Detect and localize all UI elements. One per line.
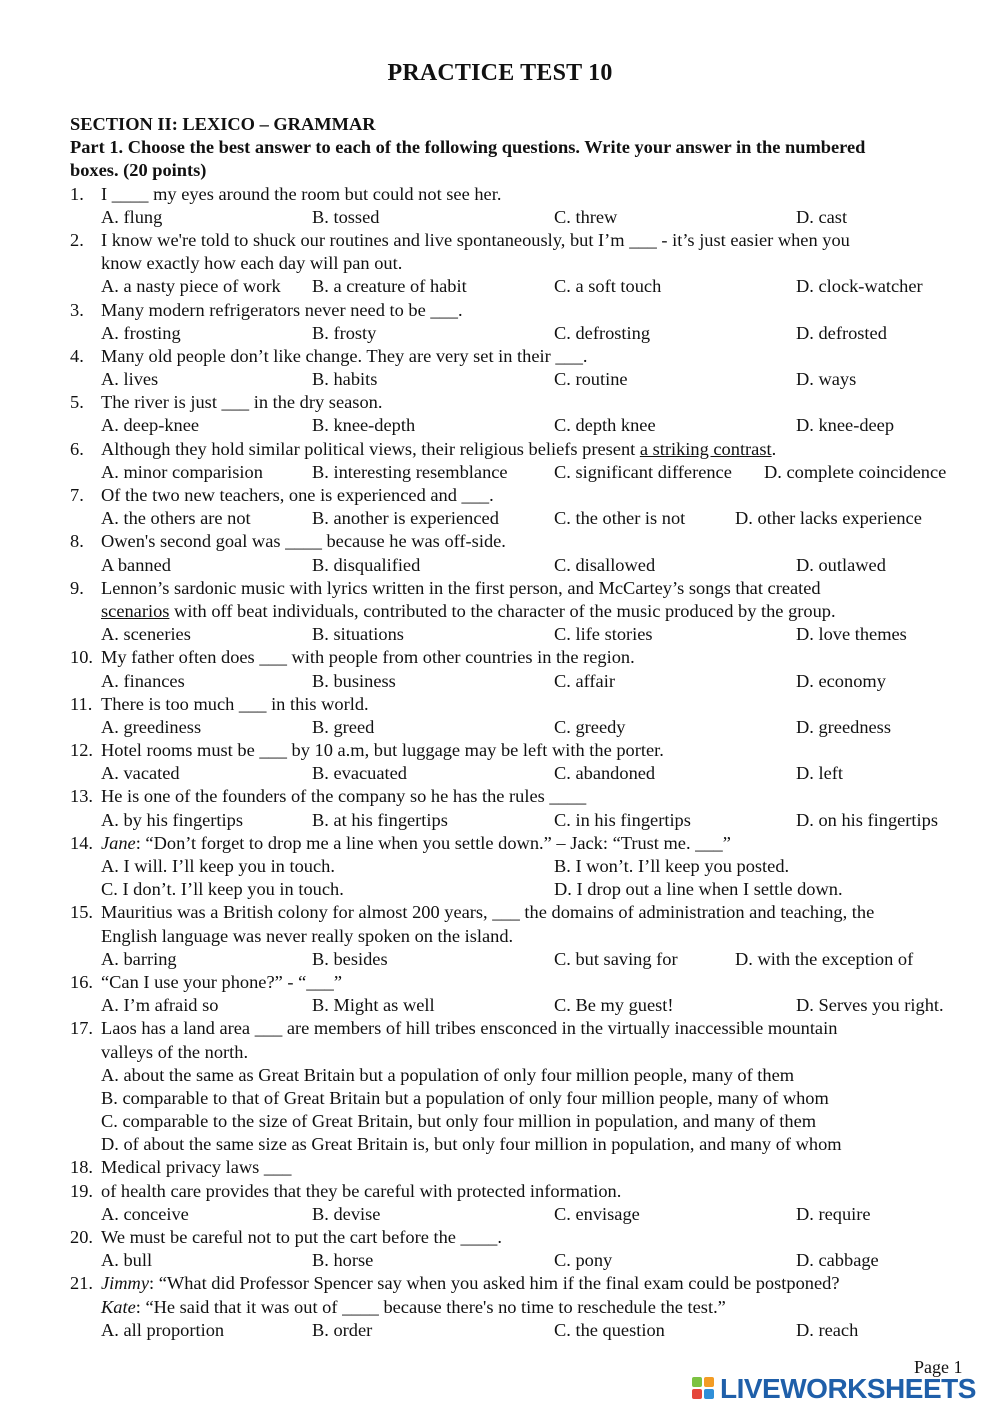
option-row xyxy=(70,1064,970,1087)
answer-option: A. frosting xyxy=(101,322,181,343)
answer-option: D. of about the same size as Great Britain is, but only four million in population, and many of whom xyxy=(101,1134,842,1155)
question-number: 15. xyxy=(70,902,93,923)
answer-option: D. ways xyxy=(796,369,857,390)
option-row xyxy=(70,368,970,391)
option-row xyxy=(70,1133,970,1156)
question-text xyxy=(101,183,501,206)
answer-option: D. outlawed xyxy=(796,554,886,575)
answer-option: D. greedness xyxy=(796,716,891,737)
question-line xyxy=(70,600,970,623)
answer-option: B. habits xyxy=(312,369,378,390)
option-row xyxy=(70,1203,970,1226)
option-row xyxy=(70,1087,970,1110)
answer-option: C. abandoned xyxy=(554,763,656,784)
option-row xyxy=(70,809,970,832)
answer-option: A. vacated xyxy=(101,763,180,784)
section-heading: SECTION II: LEXICO – GRAMMAR xyxy=(70,114,376,134)
answer-option: A. minor comparision xyxy=(101,461,263,482)
answer-option: D. clock-watcher xyxy=(796,276,923,297)
question-line xyxy=(70,1180,970,1203)
question-line xyxy=(70,391,970,414)
question-text xyxy=(101,646,635,669)
answer-option: C. routine xyxy=(554,369,628,390)
text-segment: “Can I use your phone?” - “___” xyxy=(101,971,343,992)
option-row xyxy=(70,1249,970,1272)
answer-option: B. interesting resemblance xyxy=(312,461,508,482)
answer-option: A. finances xyxy=(101,670,185,691)
answer-option: D. require xyxy=(796,1203,871,1224)
answer-option: A banned xyxy=(101,554,171,575)
question-text xyxy=(101,530,506,553)
answer-option: A. I’m afraid so xyxy=(101,995,219,1016)
speaker-name: Jane xyxy=(101,832,136,853)
answer-option: D. on his fingertips xyxy=(796,809,939,830)
question-text xyxy=(101,901,874,924)
answer-option: C. envisage xyxy=(554,1203,640,1224)
answer-option: C. disallowed xyxy=(554,554,656,575)
question-text xyxy=(101,484,494,507)
underlined-phrase: scenarios xyxy=(101,600,170,621)
question-number: 20. xyxy=(70,1227,93,1247)
speaker-name: Kate xyxy=(101,1296,136,1317)
answer-option: A. barring xyxy=(101,948,177,969)
part-instructions-line-1: Part 1. Choose the best answer to each of the following questions. Write your answer in the numbered xyxy=(70,137,866,158)
question-line xyxy=(70,530,970,553)
option-row xyxy=(70,716,970,739)
text-segment: Of the two new teachers, one is experienced and ___. xyxy=(101,485,494,505)
question-number: 8. xyxy=(70,531,84,552)
question-line xyxy=(70,646,970,669)
question-number: 3. xyxy=(70,299,84,320)
question-text xyxy=(101,739,664,762)
question-line xyxy=(70,693,970,716)
question-text xyxy=(101,299,463,322)
option-row xyxy=(70,855,970,878)
question-text xyxy=(101,785,586,808)
answer-option: C. Be my guest! xyxy=(554,995,674,1016)
question-text xyxy=(101,345,588,368)
answer-option: B. evacuated xyxy=(312,763,407,784)
text-segment: We must be careful not to put the cart before the ____. xyxy=(101,1227,502,1247)
text-segment: My father often does ___ with people from other countries in the region. xyxy=(101,647,635,668)
text-segment: I ____ my eyes around the room but could not see her. xyxy=(101,183,502,204)
text-segment: Many old people don’t like change. They are very set in their ___. xyxy=(101,345,588,366)
text-segment: Laos has a land area ___ are members of hill tribes ensconced in the virtually inaccessible mountain xyxy=(101,1018,838,1039)
answer-option: C. depth knee xyxy=(554,415,656,436)
answer-option: A. conceive xyxy=(101,1203,189,1224)
question-text xyxy=(101,438,776,461)
text-segment: Medical privacy laws ___ xyxy=(101,1157,292,1178)
question-text xyxy=(101,229,850,252)
answer-option: B. greed xyxy=(312,716,375,737)
answer-option: D. defrosted xyxy=(796,322,887,343)
question-number: 4. xyxy=(70,345,84,366)
option-row xyxy=(70,994,970,1017)
answer-option: A. deep-knee xyxy=(101,415,200,436)
question-line xyxy=(70,1041,970,1064)
option-row xyxy=(70,507,970,530)
option-row xyxy=(70,762,970,785)
answer-option: A. sceneries xyxy=(101,624,191,645)
text-segment: Many modern refrigerators never need to be ___. xyxy=(101,299,463,320)
text-segment: with off beat individuals, contributed to the character of the music produced by the group. xyxy=(169,600,836,621)
question-line xyxy=(70,1296,970,1319)
speaker-name: Jimmy xyxy=(101,1273,149,1294)
question-number: 12. xyxy=(70,740,93,761)
text-segment: : “Don’t forget to drop me a line when you settle down.” – Jack: “Trust me. ___” xyxy=(135,832,731,853)
question-text xyxy=(101,391,382,414)
answer-option: D. cast xyxy=(796,206,848,227)
answer-option: D. economy xyxy=(796,670,886,691)
question-line xyxy=(70,183,970,206)
answer-option: C. but saving for xyxy=(554,948,678,969)
option-row xyxy=(70,948,970,971)
question-text xyxy=(101,925,513,948)
answer-option: D. with the exception of xyxy=(735,948,914,969)
question-number: 19. xyxy=(70,1180,93,1201)
answer-option: C. comparable to the size of Great Britain, but only four million in population, and many of them xyxy=(101,1111,817,1132)
answer-option: A. I will. I’ll keep you in touch. xyxy=(101,856,335,876)
answer-option: B. besides xyxy=(312,948,388,969)
answer-option: A. the others are not xyxy=(101,508,251,529)
worksheet-body xyxy=(70,113,970,1342)
answer-option: C. defrosting xyxy=(554,322,651,343)
question-line xyxy=(70,971,970,994)
answer-option: B. knee-depth xyxy=(312,415,416,436)
option-row xyxy=(70,554,970,577)
answer-option: C. in his fingertips xyxy=(554,809,691,830)
answer-option: D. other lacks experience xyxy=(735,508,922,529)
answer-option: C. affair xyxy=(554,670,615,691)
option-row xyxy=(70,623,970,646)
question-text xyxy=(101,600,836,623)
text-segment: Although they hold similar political views, their religious beliefs present xyxy=(101,438,640,459)
text-segment: Lennon’s sardonic music with lyrics written in the first person, and McCartey’s songs that created xyxy=(101,577,821,598)
question-number: 10. xyxy=(70,647,93,668)
answer-option: A. about the same as Great Britain but a population of only four million people, many of them xyxy=(101,1064,795,1085)
answer-option: A. by his fingertips xyxy=(101,809,244,830)
question-text xyxy=(101,1017,837,1040)
question-line xyxy=(70,484,970,507)
answer-option: D. I drop out a line when I settle down. xyxy=(554,879,843,900)
question-number: 7. xyxy=(70,485,84,505)
question-line xyxy=(70,299,970,322)
question-number: 18. xyxy=(70,1157,93,1178)
answer-option: B. situations xyxy=(312,624,404,645)
answer-option: D. love themes xyxy=(796,624,907,645)
question-text xyxy=(101,1226,502,1249)
text-segment: The river is just ___ in the dry season. xyxy=(101,392,383,413)
answer-option: D. left xyxy=(796,763,843,784)
question-number: 21. xyxy=(70,1273,93,1294)
text-segment: I know we're told to shuck our routines and live spontaneously, but I’m ___ - it’s just easier when you xyxy=(101,229,850,250)
answer-option: A. lives xyxy=(101,369,159,390)
text-segment: Mauritius was a British colony for almost 200 years, ___ the domains of administration and teaching, the xyxy=(101,902,875,923)
text-segment: Hotel rooms must be ___ by 10 a.m, but luggage may be left with the porter. xyxy=(101,740,664,761)
answer-option: A. a nasty piece of work xyxy=(101,276,281,297)
question-text xyxy=(101,971,342,994)
text-segment: of health care provides that they be careful with protected information. xyxy=(101,1180,622,1201)
question-line xyxy=(70,438,970,461)
answer-option: B. order xyxy=(312,1319,373,1340)
page-number: Page 1 xyxy=(914,1357,963,1377)
answer-option: C. the other is not xyxy=(554,508,686,529)
question-number: 13. xyxy=(70,786,93,807)
page-title: PRACTICE TEST 10 xyxy=(387,60,613,86)
question-line xyxy=(70,1017,970,1040)
answer-option: B. at his fingertips xyxy=(312,809,448,830)
answer-option: A. bull xyxy=(101,1250,153,1271)
question-text xyxy=(101,1180,621,1203)
question-text xyxy=(101,1041,248,1064)
text-segment: valleys of the north. xyxy=(101,1041,249,1062)
underlined-phrase: a striking contrast xyxy=(639,438,772,459)
question-text xyxy=(101,252,402,275)
question-line xyxy=(70,252,970,275)
answer-option: A. all proportion xyxy=(101,1319,225,1340)
option-row xyxy=(70,878,970,901)
option-row xyxy=(70,275,970,298)
question-number: 16. xyxy=(70,971,93,992)
answer-option: B. I won’t. I’ll keep you posted. xyxy=(554,856,790,876)
answer-option: D. Serves you right. xyxy=(796,995,944,1016)
option-row xyxy=(70,670,970,693)
text-segment: He is one of the founders of the company so he has the rules ____ xyxy=(101,786,587,807)
answer-option: C. threw xyxy=(554,206,618,227)
option-row xyxy=(70,322,970,345)
answer-option: D. knee-deep xyxy=(796,415,895,436)
answer-option: D. reach xyxy=(796,1319,859,1340)
answer-option: C. I don’t. I’ll keep you in touch. xyxy=(101,879,344,900)
question-text xyxy=(101,1272,839,1295)
answer-option: C. life stories xyxy=(554,624,653,645)
answer-option: B. tossed xyxy=(312,206,380,227)
part-instructions-line-2: boxes. (20 points) xyxy=(70,160,207,181)
question-text xyxy=(101,832,731,855)
question-number: 9. xyxy=(70,577,84,598)
question-line xyxy=(70,832,970,855)
answer-option: C. greedy xyxy=(554,716,626,737)
question-line xyxy=(70,229,970,252)
answer-option: B. a creature of habit xyxy=(312,276,467,297)
question-number: 1. xyxy=(70,183,84,204)
question-list xyxy=(70,183,970,1342)
question-number: 17. xyxy=(70,1018,93,1039)
question-text xyxy=(101,1156,292,1179)
text-segment: English language was never really spoken on the island. xyxy=(101,925,514,946)
answer-option: D. cabbage xyxy=(796,1250,879,1271)
text-segment: : “What did Professor Spencer say when you asked him if the final exam could be postponed? xyxy=(149,1273,840,1294)
question-line xyxy=(70,785,970,808)
question-number: 5. xyxy=(70,392,84,413)
option-row xyxy=(70,1319,970,1342)
question-number: 2. xyxy=(70,229,84,250)
answer-option: C. pony xyxy=(554,1250,613,1271)
question-line xyxy=(70,739,970,762)
question-line xyxy=(70,925,970,948)
answer-option: B. business xyxy=(312,670,396,691)
logo-text: LIVEWORKSHEETS xyxy=(720,1373,976,1404)
question-line xyxy=(70,577,970,600)
answer-option: B. Might as well xyxy=(312,995,435,1016)
question-number: 6. xyxy=(70,438,84,459)
question-line xyxy=(70,1272,970,1295)
answer-option: C. significant difference xyxy=(554,461,732,482)
question-text xyxy=(101,693,369,716)
text-segment: . xyxy=(771,438,777,459)
question-number: 11. xyxy=(70,693,93,714)
liveworksheets-logo xyxy=(692,1374,976,1404)
question-line xyxy=(70,1156,970,1179)
text-segment: Owen's second goal was ____ because he was off-side. xyxy=(101,531,506,552)
answer-option: B. frosty xyxy=(312,322,377,343)
answer-option: B. horse xyxy=(312,1250,374,1271)
answer-option: B. devise xyxy=(312,1203,381,1224)
text-segment: : “He said that it was out of ____ because there's no time to reschedule the test.” xyxy=(135,1296,726,1317)
text-segment: know exactly how each day will pan out. xyxy=(101,253,403,274)
answer-option: D. complete coincidence xyxy=(764,461,947,482)
question-line xyxy=(70,1226,970,1249)
answer-option: C. a soft touch xyxy=(554,276,662,297)
question-text xyxy=(101,577,821,600)
option-row xyxy=(70,414,970,437)
text-segment: There is too much ___ in this world. xyxy=(101,693,369,714)
question-line xyxy=(70,345,970,368)
question-text xyxy=(101,1296,726,1319)
option-row xyxy=(70,206,970,229)
question-line xyxy=(70,901,970,924)
answer-option: B. comparable to that of Great Britain but a population of only four million people, many of whom xyxy=(101,1087,829,1108)
question-number: 14. xyxy=(70,832,93,853)
answer-option: B. disqualified xyxy=(312,554,421,575)
answer-option: A. flung xyxy=(101,206,163,227)
option-row xyxy=(70,1110,970,1133)
logo-tiles-icon xyxy=(692,1377,716,1401)
option-row xyxy=(70,461,970,484)
answer-option: A. greediness xyxy=(101,716,202,737)
answer-option: B. another is experienced xyxy=(312,508,499,529)
answer-option: C. the question xyxy=(554,1319,665,1340)
